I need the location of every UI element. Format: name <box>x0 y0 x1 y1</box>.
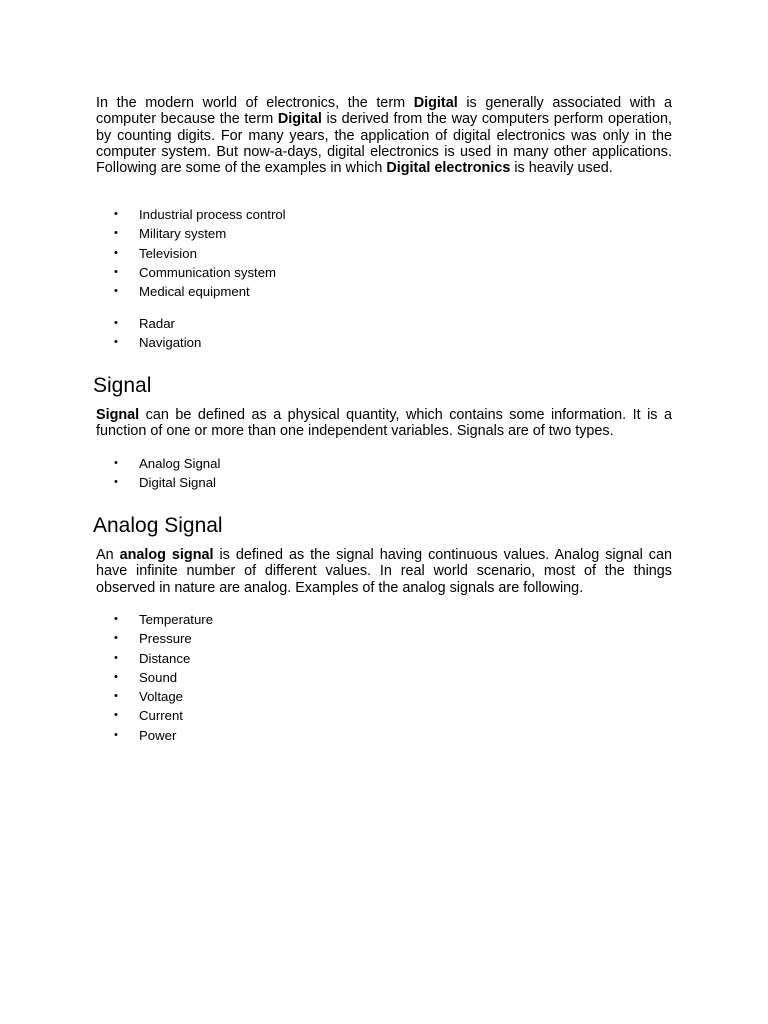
intro-paragraph <box>96 95 672 176</box>
bullet-icon: • <box>114 208 118 220</box>
intro-bold-digital-electronics: Digital electronics <box>386 160 511 177</box>
list-item <box>0 629 213 648</box>
bullet-icon: • <box>114 613 118 625</box>
bullet-icon: • <box>114 670 118 683</box>
analog-examples-list <box>0 610 213 745</box>
signal-bold-term: Signal <box>96 407 140 423</box>
list-item-label: Sound <box>139 669 178 685</box>
analog-paragraph <box>96 547 672 596</box>
list-item-label: Digital Signal <box>139 475 216 491</box>
list-item <box>0 610 213 629</box>
list-item <box>0 282 286 301</box>
list-item-label: Power <box>139 727 177 743</box>
intro-text-3: is derived from the way computers perform operation, by counting digits. For many years, the application of digital electronics was only in the computer system. But now-a-days, digital electronics is used in many other applications. Following are some of the examples in which <box>96 111 672 177</box>
list-item <box>0 473 220 492</box>
bullet-icon: • <box>114 651 118 664</box>
list-item-label: Pressure <box>139 631 192 647</box>
signal-paragraph <box>96 407 672 440</box>
signal-text: can be defined as a physical quantity, which contains some information. It is a function of one or more than one independent variables. Signals are of two types. <box>96 407 672 440</box>
list-item-label: Television <box>139 245 197 261</box>
list-item-label: Analog Signal <box>139 456 221 471</box>
list-item-label: Current <box>139 708 183 724</box>
list-item <box>0 706 213 725</box>
bullet-icon: • <box>114 227 118 240</box>
analog-text-2: is defined as the signal having continuous values. Analog signal can have infinite number of different values. In real world scenario, most of the things observed in nature are analog. Examples of the analog signals are following. <box>96 547 672 596</box>
bullet-icon: • <box>114 457 118 469</box>
bullet-icon: • <box>114 728 118 741</box>
analog-bold-term: analog signal <box>119 547 214 563</box>
list-item <box>0 649 213 668</box>
signal-heading: Signal <box>93 374 152 397</box>
bullet-icon: • <box>114 476 118 489</box>
analog-signal-heading: Analog Signal <box>93 514 223 537</box>
signal-types-list <box>0 454 220 493</box>
list-item-label: Medical equipment <box>139 284 250 300</box>
list-item <box>0 454 220 473</box>
list-item-label: Navigation <box>139 335 202 351</box>
list-item-label: Voltage <box>139 689 183 705</box>
bullet-icon: • <box>114 690 118 703</box>
list-item-label: Distance <box>139 650 191 666</box>
intro-bold-digital-1: Digital <box>413 95 458 111</box>
applications-list-b <box>0 314 201 353</box>
list-item <box>0 687 213 706</box>
list-item <box>0 668 213 687</box>
bullet-icon: • <box>114 632 118 645</box>
list-item-label: Military system <box>139 226 227 242</box>
list-item <box>0 224 286 243</box>
list-item-label: Industrial process control <box>139 207 286 222</box>
list-item <box>0 263 286 282</box>
bullet-icon: • <box>114 285 118 298</box>
bullet-icon: • <box>114 336 118 349</box>
intro-text-2: is generally associated with a computer because the term <box>96 95 672 128</box>
intro-text-1: In the modern world of electronics, the term <box>96 95 414 111</box>
bullet-icon: • <box>114 246 118 259</box>
bullet-icon: • <box>114 317 118 329</box>
bullet-icon: • <box>114 265 118 278</box>
list-item-label: Radar <box>139 316 175 331</box>
list-item-label: Communication system <box>139 264 277 280</box>
list-item <box>0 726 213 745</box>
applications-list-a <box>0 205 286 301</box>
list-item-label: Temperature <box>139 612 214 627</box>
list-item <box>0 333 201 352</box>
intro-bold-digital-2: Digital <box>277 111 322 128</box>
list-item <box>0 244 286 263</box>
list-item <box>0 205 286 224</box>
intro-text-4: is heavily used. <box>510 160 613 177</box>
list-item <box>0 314 201 333</box>
bullet-icon: • <box>114 709 118 722</box>
analog-text-1: An <box>96 547 120 563</box>
